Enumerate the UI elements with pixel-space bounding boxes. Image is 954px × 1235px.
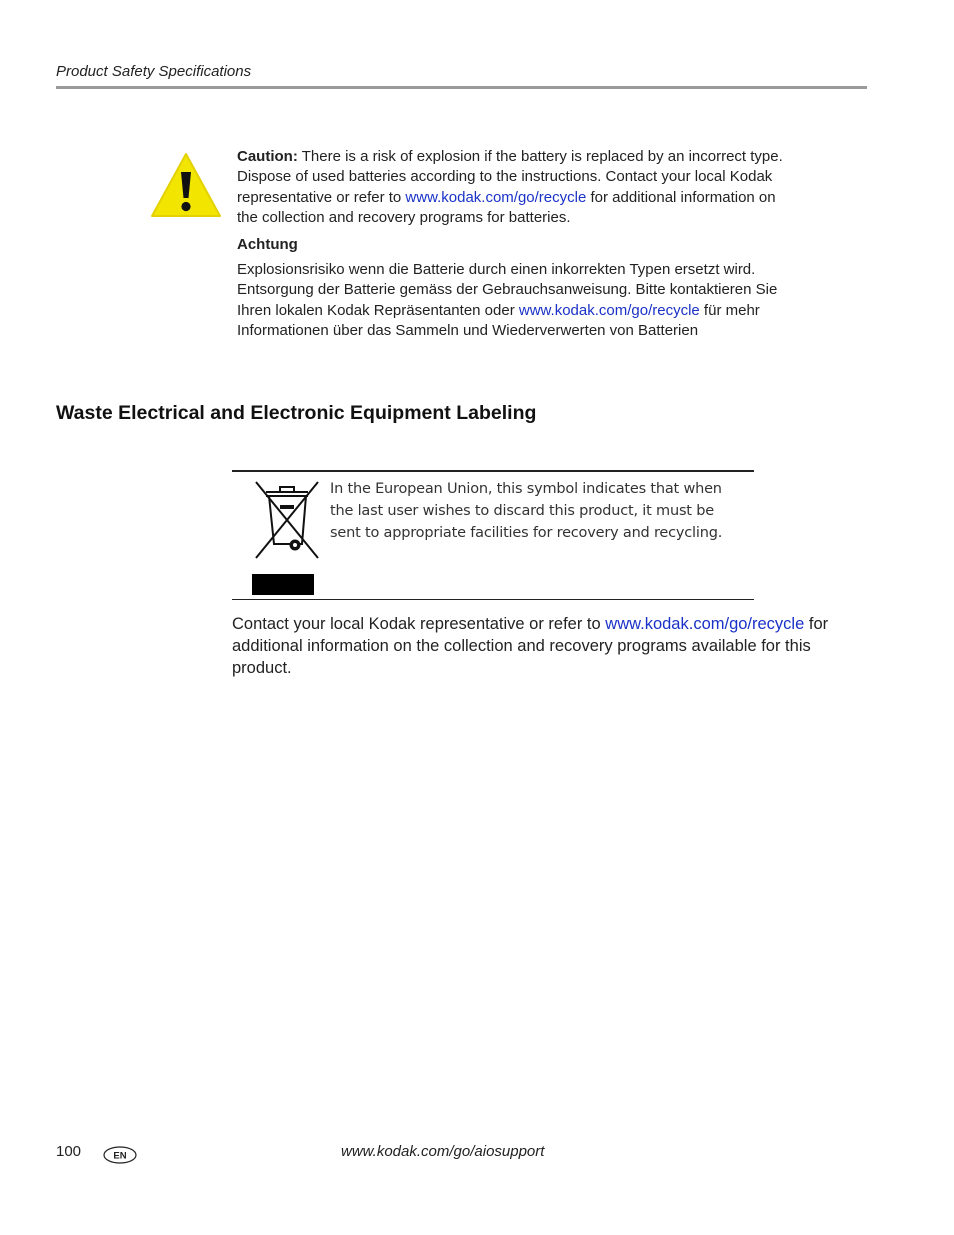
caution-text-end: for additional information on the collection and recovery programs for batteries. [237,188,776,227]
crossed-out-wheelie-bin-icon [246,478,324,560]
language-code: EN [113,1150,127,1162]
caution-text: There is a risk of explosion if the battery is replaced by an incorrect type. Dispose of used batteries according to the instructions. Contact your local Kodak representative or refer to [237,148,783,206]
achtung-title: Achtung [237,235,298,253]
contact-paragraph [232,613,867,679]
achtung-recycle-link[interactable]: www.kodak.com/go/recycle [518,301,700,319]
language-badge [103,1146,137,1164]
contact-recycle-link[interactable]: www.kodak.com/go/recycle [605,615,805,633]
weee-black-bar [252,574,314,595]
header-rule [56,86,867,89]
caution-paragraph [237,147,797,229]
footer-support-url[interactable]: www.kodak.com/go/aiosupport [341,1143,545,1160]
warning-triangle-icon [150,152,222,218]
contact-text-end: for additional information on the collection and recovery programs available for this product. [232,615,829,677]
page-header-title: Product Safety Specifications [56,63,252,80]
weee-heading: Waste Electrical and Electronic Equipment Labeling [56,402,537,424]
achtung-paragraph [237,260,797,342]
weee-notice-box [232,470,754,600]
caution-recycle-link[interactable]: www.kodak.com/go/recycle [405,188,587,206]
contact-text: Contact your local Kodak representative or refer to [232,615,606,633]
achtung-text-end: für mehr Informationen über das Sammeln und Wiederverwerten von Batterien [237,301,760,340]
weee-notice-text: In the European Union, this symbol indicates that when the last user wishes to discard this product, it must be sent to appropriate facilities for recovery and recycling. [330,481,723,541]
caution-block [237,147,797,342]
page-number: 100 [56,1143,82,1160]
achtung-text: Explosionsrisiko wenn die Batterie durch einen inkorrekten Typen ersetzt wird. Entsorgung der Batterie gemäss der Gebrauchsanweisung. Bitte kontaktieren Sie Ihren lokalen Kodak Repräsentanten oder [237,261,778,319]
caution-label: Caution: [237,148,298,165]
